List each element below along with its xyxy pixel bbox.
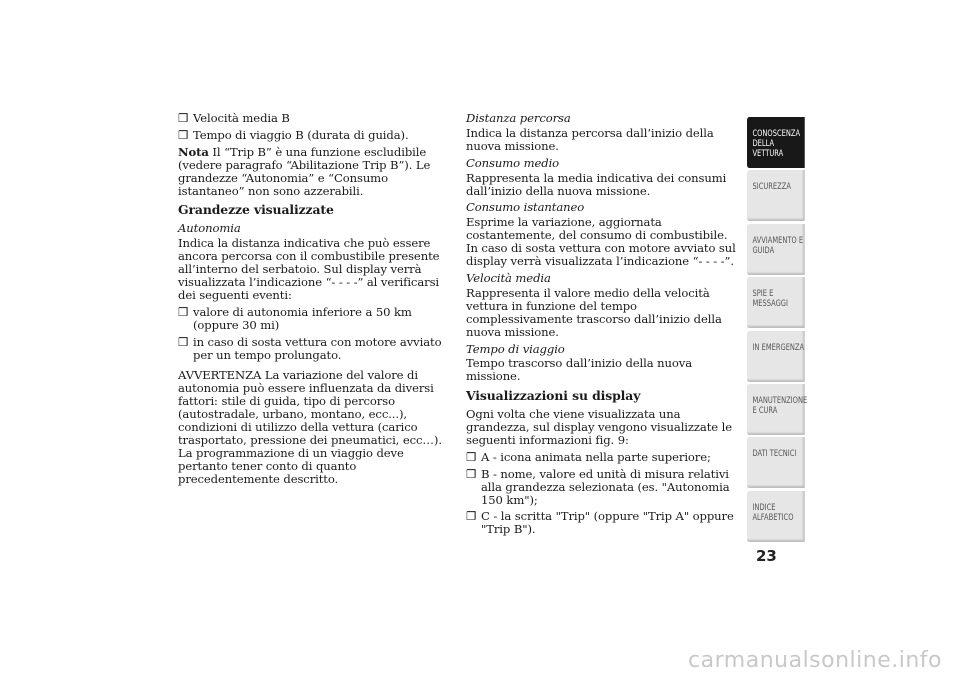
list-item: ❒ valore di autonomia inferiore a 50 km (oppure 30 mi)	[178, 304, 412, 332]
warning-paragraph: AVVERTENZA La variazione del valore di autonomia può essere influenzata da diversi fattori: stile di guida, tipo di percorso (autostradale, urbano, montano, ecc...), condizioni di utilizzo della vettura (carico trasportato, pressione dei pneumatici, ecc…). La programmazione di un viaggio deve pertanto tener conto di quanto precedentemente descritto.	[178, 368, 442, 486]
list-item: ❒ Tempo di viaggio B (durata di guida).	[178, 127, 409, 142]
tab-manutenzione-e-cura[interactable]: MANUTENZIONE E CURA	[747, 384, 805, 435]
list-item: ❒ Velocità media B	[178, 111, 290, 125]
tab-sicurezza[interactable]: SICUREZZA	[747, 170, 805, 221]
list-item: ❒ B - nome, valore ed unità di misura relativi alla grandezza selezionata (es. "Autonomia 150 km");	[466, 466, 730, 507]
checkbox-icon: ❒	[178, 111, 189, 125]
note-paragraph: Nota Il “Trip B” è una funzione escludibile (vedere paragrafo “Abilitazione Trip B”). Le grandezze “Autonomia” e “Consumo istantaneo” non sono azzerabili.	[178, 144, 431, 198]
page-number: 23	[756, 547, 777, 565]
paragraph: Ogni volta che viene visualizzata una grandezza, sul display vengono visualizzate le seguenti informazioni fig. 9:	[466, 407, 733, 447]
tab-avviamento-e-guida[interactable]: AVVIAMENTO E GUIDA	[747, 224, 805, 275]
watermark: carmanualsonline.info	[688, 648, 942, 673]
chapter-tabs	[747, 117, 821, 544]
checkbox-icon: ❒	[466, 509, 477, 524]
subsection-title: Consumo medio	[466, 155, 560, 170]
section-heading: Grandezze visualizzate	[178, 202, 334, 218]
paragraph: Indica la distanza indicativa che può essere ancora percorsa con il combustibile presente all’interno del serbatoio. Sul display verrà visualizzata l’indicazione “- - - -” al verificarsi dei seguenti eventi:	[178, 236, 440, 302]
subsection-title: Distanza percorsa	[466, 111, 571, 125]
tab-conoscenza-della-vettura[interactable]: CONOSCENZA DELLA VETTURA	[747, 117, 805, 168]
subsection-title: Autonomia	[178, 221, 241, 236]
subsection-title: Tempo di viaggio	[466, 341, 565, 356]
tab-spie-e-messaggi[interactable]: SPIE E MESSAGGI	[747, 277, 805, 328]
checkbox-icon: ❒	[466, 449, 477, 464]
checkbox-icon: ❒	[178, 127, 189, 142]
note-label: Nota	[178, 144, 209, 159]
paragraph: Esprime la variazione, aggiornata costantemente, del consumo di combustibile. In caso di sosta vettura con motore avviato sul display verrà visualizzata l’indicazione “- - - -”.	[466, 215, 736, 269]
tab-dati-tecnici[interactable]: DATI TECNICI	[747, 437, 805, 488]
paragraph: Tempo trascorso dall’inizio della nuova missione.	[466, 356, 693, 384]
right-column	[466, 112, 738, 540]
subsection-title: Velocità media	[466, 270, 551, 285]
list-item: ❒ C - la scritta "Trip" (oppure "Trip A" oppure "Trip B").	[466, 509, 734, 537]
checkbox-icon: ❒	[178, 334, 189, 349]
paragraph: Rappresenta la media indicativa dei consumi dall’inizio della nuova missione.	[466, 170, 727, 198]
list-item: ❒ A - icona animata nella parte superiore;	[466, 449, 711, 464]
subsection-title: Consumo istantaneo	[466, 200, 585, 215]
checkbox-icon: ❒	[178, 304, 189, 319]
list-item: ❒ in caso di sosta vettura con motore avviato per un tempo prolungato.	[178, 334, 442, 362]
tab-indice-alfabetico[interactable]: INDICE ALFABETICO	[747, 491, 805, 542]
checkbox-icon: ❒	[466, 466, 477, 481]
paragraph: Indica la distanza percorsa dall’inizio della nuova missione.	[466, 125, 714, 153]
section-heading: Visualizzazioni su display	[466, 388, 641, 404]
tab-in-emergenza[interactable]: IN EMERGENZA	[747, 331, 805, 382]
left-column	[178, 112, 450, 490]
paragraph: Rappresenta il valore medio della velocità vettura in funzione del tempo complessivamente trascorso dall’inizio della nuova missione.	[466, 285, 722, 339]
